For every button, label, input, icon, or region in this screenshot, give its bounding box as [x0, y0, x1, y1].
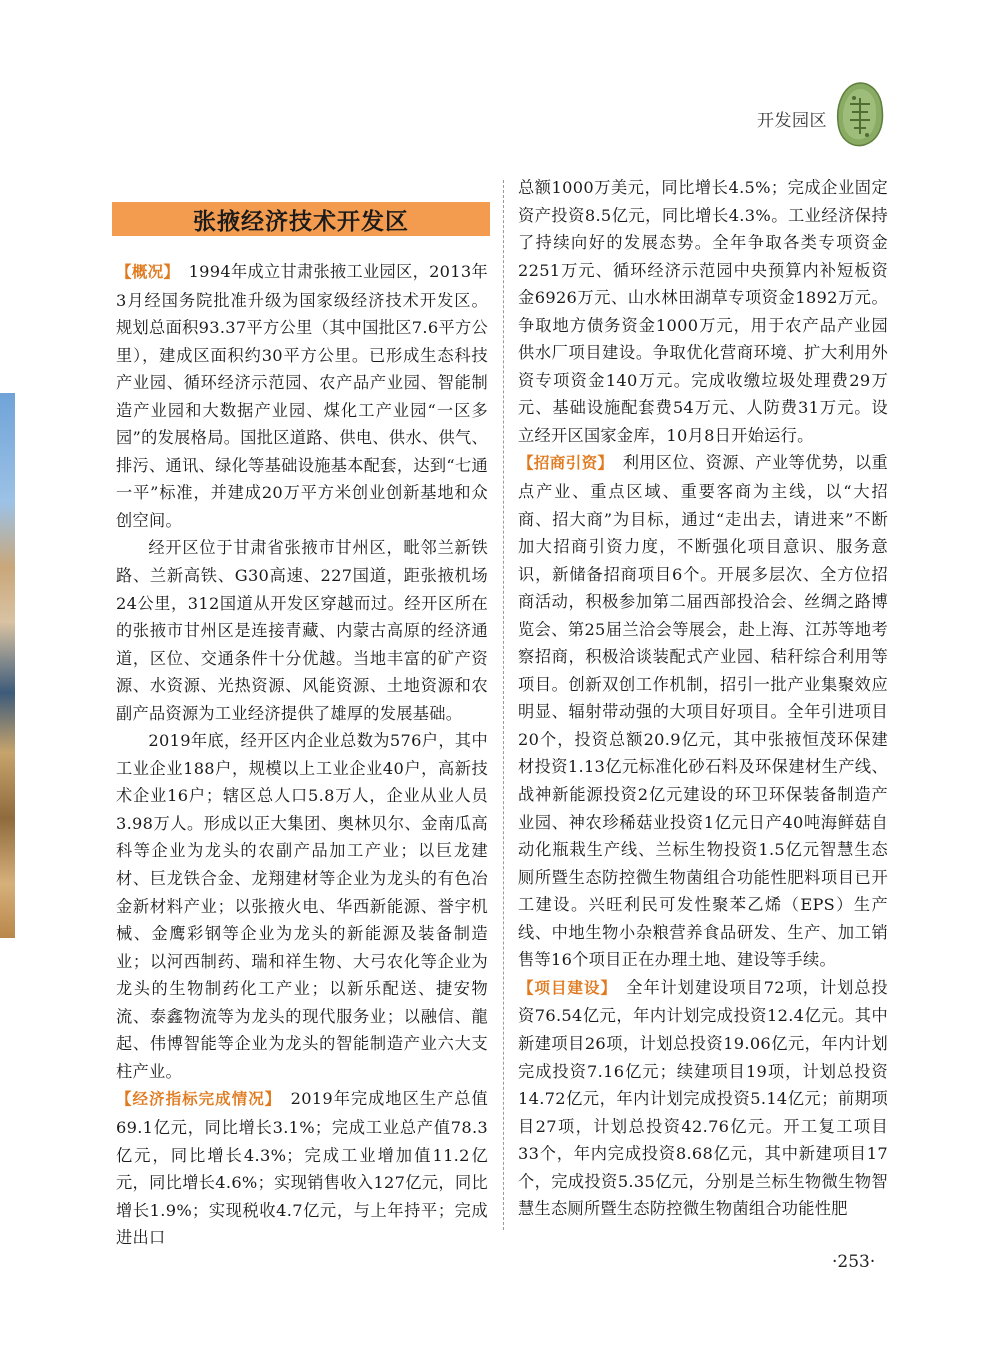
paragraph	[116, 258, 488, 534]
section-label: 开发园区	[757, 111, 827, 131]
column-divider	[503, 180, 504, 1230]
side-photo-strip	[0, 393, 15, 938]
paragraph	[116, 534, 488, 727]
paragraph	[116, 1085, 488, 1251]
paragraph-text: 利用区位、资源、产业等优势，以重点产业、重点区域、重要客商为主线，以“大招商、招大商”为目标，通过“走出去，请进来”不断加大招商引资力度，不断强化项目意识、服务意识，新储备招商项目6个。开展多层次、全方位招商活动，积极参加第二届西部投洽会、丝绸之路博览会、第25届兰洽会等展会，赴上海、江苏等地考察招商，积极洽谈装配式产业园、秸秆综合利用等项目。创新双创工作机制，招引一批产业集聚效应明显、辐射带动强的大项目好项目。全年引进项目20个，投资总额20.9亿元，其中张掖恒茂环保建材投资1.13亿元标准化砂石料及环保建材生产线、战神新能源投资2亿元建设的环卫环保装备制造产业园、神农珍稀菇业投资1亿元日产40吨海鲜菇自动化瓶栽生产线、兰标生物投资1.5亿元智慧生态厕所暨生态防控微生物菌组合功能性肥料项目已开工建设。兴旺利民可发性聚苯乙烯（EPS）生产线、中地生物小杂粮营养食品研发、生产、加工销售等16个项目正在办理土地、建设等手续。	[518, 453, 888, 970]
paragraph	[518, 974, 888, 1223]
paragraph	[116, 727, 488, 1085]
right-column	[518, 174, 888, 1223]
section-tag: 【项目建设】	[518, 978, 617, 997]
paragraph-text: 全年计划建设项目72项，计划总投资76.54亿元，年内计划完成投资12.4亿元。其中新建项目26项，计划总投资19.06亿元，年内计划完成投资7.16亿元；续建项目19项，计划总投资14.72亿元，年内计划完成投资5.14亿元；前期项目27项，计划总投资42.76亿元。开工复工项目33个，年内完成投资8.68亿元，其中新建项目17个，完成投资5.35亿元，分别是兰标生物微生物智慧生态厕所暨生态防控微生物菌组合功能性肥	[518, 977, 888, 1219]
article-title: 张掖经济技术开发区	[193, 208, 409, 235]
section-tag: 【经济指标完成情况】	[116, 1090, 282, 1109]
paragraph-text: 2019年完成地区生产总值69.1亿元，同比增长3.1%；完成工业总产值78.3亿元，同比增长4.3%；完成工业增加值11.2亿元，同比增长4.6%；实现销售收入127亿元，同比增长1.9%；实现税收4.7亿元，与上年持平；完成进出口	[116, 1089, 488, 1248]
page-number: ·253·	[832, 1252, 876, 1272]
section-tag: 【概况】	[116, 263, 180, 281]
paragraph	[518, 174, 888, 449]
left-column	[116, 258, 488, 1252]
paragraph-text: 1994年成立甘肃张掖工业园区，2013年3月经国务院批准升级为国家级经济技术开发区。规划总面积93.37平方公里（其中国批区7.6平方公里），建成区面积约30平方公里。已形成生态科技产业园、循环经济示范园、农产品产业园、智能制造产业园和大数据产业园、煤化工产业园“一区多园”的发展格局。国批区道路、供电、供水、供气、排污、通讯、绿化等基础设施基本配套，达到“七通一平”标准，并建成20万平方米创业创新基地和众创空间。	[116, 262, 488, 530]
article-title-bar	[112, 202, 490, 236]
decorative-seal-icon	[834, 80, 886, 148]
section-tag: 【招商引资】	[518, 454, 614, 473]
paragraph	[518, 449, 888, 973]
paragraph-text: 总额1000万美元，同比增长4.5%；完成企业固定资产投资8.5亿元，同比增长4.3%。工业经济保持了持续向好的发展态势。全年争取各类专项资金2251万元、循环经济示范园中央预算内补短板资金6926万元、山水林田湖草专项资金1892万元。争取地方债务资金1000万元，用于农产品产业园供水厂项目建设。争取优化营商环境、扩大利用外资专项资金140万元。完成收缴垃圾处理费29万元、基础设施配套费54万元、人防费31万元。设立经开区国家金库，10月8日开始运行。	[518, 178, 888, 445]
paragraph-text: 经开区位于甘肃省张掖市甘州区，毗邻兰新铁路、兰新高铁、G30高速、227国道，距张掖机场24公里，312国道从开发区穿越而过。经开区所在的张掖市甘州区是连接青藏、内蒙古高原的经济通道，区位、交通条件十分优越。当地丰富的矿产资源、水资源、光热资源、风能资源、土地资源和农副产品资源为工业经济提供了雄厚的发展基础。	[116, 538, 488, 723]
paragraph-text: 2019年底，经开区内企业总数为576户，其中工业企业188户，规模以上工业企业40户，高新技术企业16户；辖区总人口5.8万人，企业从业人员3.98万人。形成以正大集团、奥林贝尔、金南瓜高科等企业为龙头的农副产品加工产业；以巨龙建材、巨龙铁合金、龙翔建材等企业为龙头的有色冶金新材料产业；以张掖火电、华西新能源、誉宇机械、金鹰彩钢等企业为龙头的新能源及装备制造业；以河西制药、瑞和祥生物、大弓农化等企业为龙头的生物制药化工产业；以新乐配送、捷安物流、泰鑫物流等为龙头的现代服务业；以融信、龍起、伟博智能等企业为龙头的智能制造产业六大支柱产业。	[116, 731, 488, 1081]
